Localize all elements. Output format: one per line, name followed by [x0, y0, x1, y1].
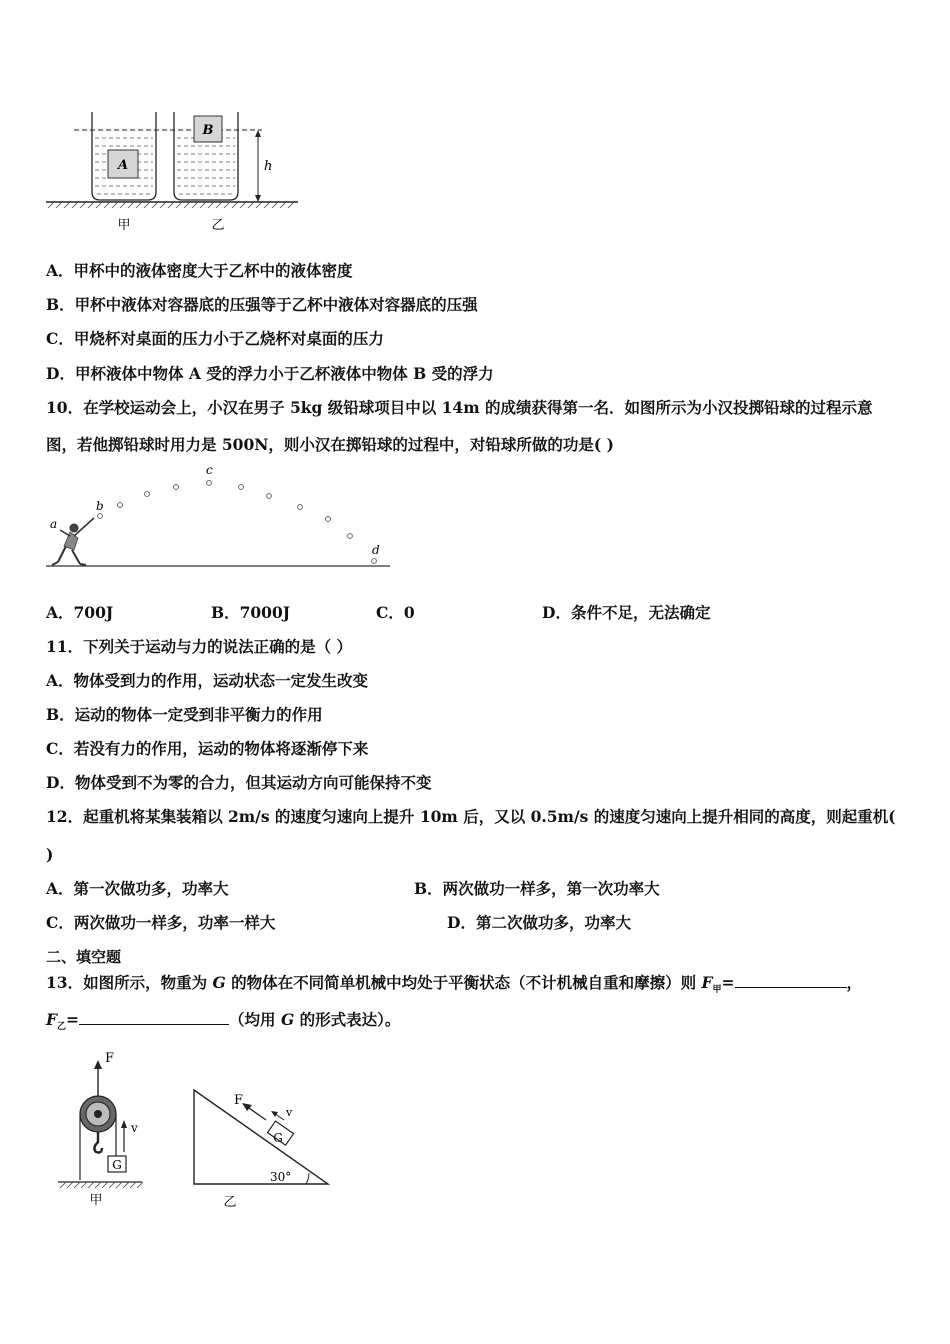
q13-f-jia-sub: 甲	[712, 985, 722, 996]
q12-option-d: D．第二次做功多，功率大	[447, 913, 631, 932]
q13-text-2: 的物体在不同简单机械中均处于平衡状态（不计机械自重和摩擦）则	[225, 973, 702, 992]
pulley-f-label: F	[105, 1051, 115, 1066]
q13-var-g: G	[212, 973, 226, 992]
block-a-label: A	[117, 158, 129, 173]
q13-text-1: 13．如图所示，物重为	[46, 973, 213, 992]
q13-text-3: （均用	[229, 1010, 281, 1029]
athlete-figure	[52, 518, 94, 565]
q9-option-d: D．甲杯液体中物体 A 受的浮力小于乙杯液体中物体 B 受的浮力	[46, 364, 494, 383]
q13-f-yi-var: F	[46, 1010, 58, 1029]
q13-comma: ，	[846, 973, 863, 992]
answer-blank-jia[interactable]	[735, 973, 847, 988]
caption-yi: 乙	[211, 218, 225, 233]
q9-option-b: B．甲杯中液体对容器底的压强等于乙杯中液体对容器底的压强	[46, 295, 478, 314]
incline-f-label: F	[234, 1093, 244, 1108]
q11-option-b: B．运动的物体一定受到非平衡力的作用	[46, 705, 323, 724]
height-label: h	[264, 159, 273, 174]
beaker-left	[92, 112, 156, 200]
caption-jia: 甲	[117, 218, 131, 233]
shot-put-figure	[44, 462, 394, 572]
pulley-figure	[52, 1044, 152, 1210]
incline-figure	[186, 1084, 336, 1212]
incline-g-label: G	[273, 1131, 283, 1145]
q10-option-c: C．0	[376, 603, 415, 622]
point-b-label: b	[96, 499, 104, 513]
beaker-right	[174, 112, 238, 200]
q10-stem-line1: 10．在学校运动会上，小汉在男子 5kg 级铅球项目中以 14m 的成绩获得第一名．如图所示为小汉投掷铅球的过程示意	[46, 398, 873, 417]
q12-stem-line2: )	[46, 845, 54, 864]
q12-option-b: B．两次做功一样多，第一次功率大	[414, 879, 660, 898]
trajectory-points	[98, 481, 377, 564]
q10-option-a: A．700J	[46, 603, 114, 622]
q13-stem-line2	[46, 1010, 400, 1037]
incline-caption: 乙	[223, 1195, 237, 1210]
q13-var-g2: G	[280, 1010, 295, 1029]
incline-v-label: v	[286, 1106, 293, 1119]
pulley-caption: 甲	[89, 1193, 103, 1208]
point-a-label: a	[50, 517, 58, 531]
q12-option-a: A．第一次做功多，功率大	[46, 879, 229, 898]
q10-option-d: D．条件不足，无法确定	[542, 603, 711, 622]
q11-option-d: D．物体受到不为零的合力，但其运动方向可能保持不变	[46, 773, 432, 792]
q10-option-b: B．7000J	[211, 603, 291, 622]
block-b-label: B	[202, 123, 214, 138]
q11-option-c: C．若没有力的作用，运动的物体将逐渐停下来	[46, 739, 369, 758]
answer-blank-yi[interactable]	[79, 1010, 229, 1025]
q11-option-a: A．物体受到力的作用，运动状态一定发生改变	[46, 671, 369, 690]
point-d-label: d	[372, 543, 380, 557]
q13-f-yi-eq: =	[66, 1010, 80, 1029]
q10-stem-line2: 图，若他掷铅球时用力是 500N，则小汉在掷铅球的过程中，对铅球所做的功是( )	[46, 435, 614, 454]
incline-angle-label: 30°	[270, 1170, 292, 1184]
q13-stem-line1	[46, 973, 862, 1000]
pulley-v-label: v	[131, 1121, 138, 1135]
q9-option-c: C．甲烧杯对桌面的压力小于乙烧杯对桌面的压力	[46, 329, 384, 348]
q13-text-4: 的形式表达）。	[294, 1010, 401, 1029]
q12-option-c: C．两次做功一样多，功率一样大	[46, 913, 276, 932]
section-title: 二、填空题	[46, 948, 122, 966]
q13-f-jia-eq: =	[721, 973, 735, 992]
q12-stem-line1: 12．起重机将某集装箱以 2m/s 的速度匀速向上提升 10m 后，又以 0.5m/s 的速度匀速向上提升相同的高度，则起重机(	[46, 807, 896, 826]
beakers-figure	[44, 108, 304, 236]
q13-f-yi-sub: 乙	[57, 1022, 67, 1033]
point-c-label: c	[206, 463, 213, 477]
pulley-g-label: G	[112, 1158, 122, 1172]
q9-option-a: A．甲杯中的液体密度大于乙杯中的液体密度	[46, 261, 353, 280]
q13-f-jia-var: F	[701, 973, 713, 992]
q11-stem: 11．下列关于运动与力的说法正确的是（ ）	[46, 637, 352, 656]
